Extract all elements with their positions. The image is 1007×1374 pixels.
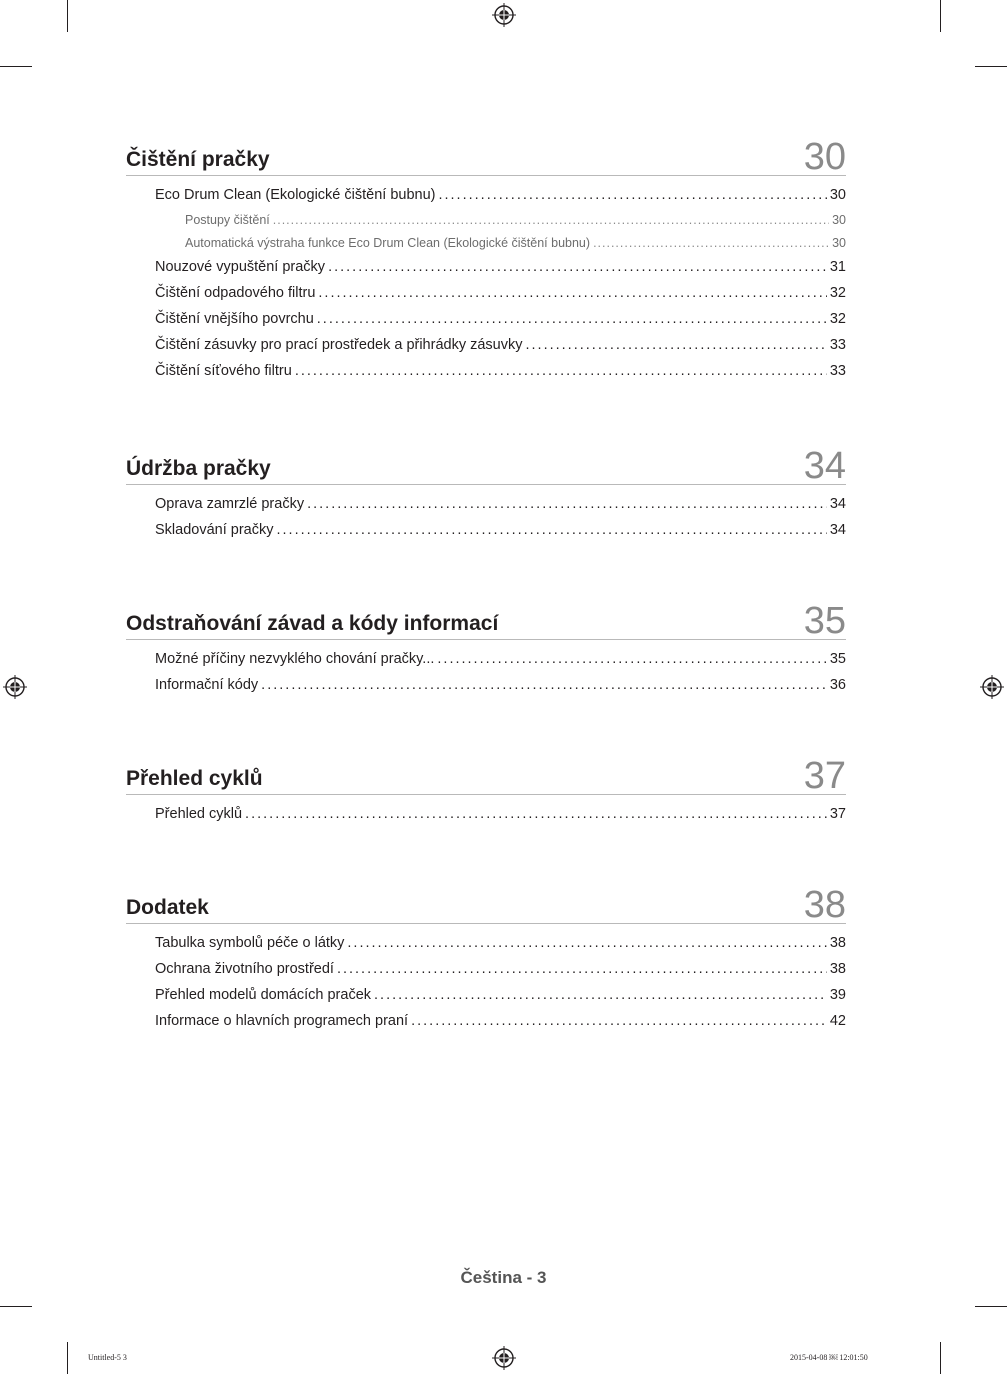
- crop-mark: [0, 1306, 32, 1307]
- print-slug-left: Untitled-5 3: [88, 1353, 127, 1362]
- section-entries: [126, 176, 846, 389]
- section-header: [126, 878, 846, 924]
- entry-page: 32: [829, 285, 846, 301]
- entry-page: 30: [829, 187, 846, 203]
- entry-page: 36: [829, 677, 846, 693]
- crop-mark: [940, 1342, 941, 1374]
- toc-subentry[interactable]: [126, 213, 846, 236]
- registration-mark-icon: [492, 1346, 516, 1370]
- leader-dots: [337, 961, 827, 977]
- toc-entry[interactable]: [126, 259, 846, 285]
- section-page-number: 30: [803, 136, 846, 178]
- toc-entry[interactable]: [126, 651, 846, 677]
- entry-page: 39: [829, 987, 846, 1003]
- leader-dots: [411, 1013, 827, 1029]
- entry-page: 35: [829, 651, 846, 667]
- section-page-number: 35: [803, 600, 846, 642]
- entry-page: 32: [829, 311, 846, 327]
- toc-section-maintenance: [126, 439, 846, 548]
- section-header: [126, 439, 846, 485]
- toc-entry[interactable]: [126, 337, 846, 363]
- print-slug-right: 2015-04-08 ￼ 12:01:50: [790, 1353, 868, 1362]
- section-page-number: 34: [803, 445, 846, 487]
- entry-label: Čištění zásuvky pro prací prostředek a přihrádky zásuvky: [155, 337, 523, 353]
- crop-mark: [67, 1342, 68, 1374]
- leader-dots: [307, 496, 827, 512]
- entry-page: 31: [829, 259, 846, 275]
- entry-label: Informační kódy: [155, 677, 259, 693]
- toc-entry[interactable]: [126, 187, 846, 213]
- entry-label: Tabulka symbolů péče o látky: [155, 935, 345, 951]
- section-header: [126, 749, 846, 795]
- entry-label: Čištění vnějšího povrchu: [155, 311, 314, 327]
- registration-mark-icon: [492, 3, 516, 27]
- entry-label: Informace o hlavních programech praní: [155, 1013, 409, 1029]
- toc-section-cycle-chart: [126, 749, 846, 832]
- entry-page: 30: [832, 213, 846, 227]
- entry-page: 33: [829, 337, 846, 353]
- entry-label: Čištění odpadového filtru: [155, 285, 316, 301]
- crop-mark: [975, 1306, 1007, 1307]
- toc-section-cleaning: [126, 130, 846, 389]
- toc-entry[interactable]: [126, 496, 846, 522]
- entry-page: 37: [829, 806, 846, 822]
- toc-entry[interactable]: [126, 677, 846, 703]
- registration-mark-icon: [3, 675, 27, 699]
- page-footer-label: Čeština - 3: [460, 1268, 547, 1287]
- leader-dots: [347, 935, 826, 951]
- entry-page: 33: [829, 363, 846, 379]
- leader-dots: [317, 311, 827, 327]
- section-entries: [126, 924, 846, 1039]
- entry-page: 38: [829, 935, 846, 951]
- entry-label: Nouzové vypuštění pračky: [155, 259, 326, 275]
- entry-label: Čištění síťového filtru: [155, 363, 292, 379]
- section-title: Přehled cyklů: [126, 767, 263, 790]
- section-title: Odstraňování závad a kódy informací: [126, 612, 499, 635]
- section-title: Údržba pračky: [126, 457, 271, 480]
- toc-section-troubleshooting: [126, 594, 846, 703]
- entry-label: Oprava zamrzlé pračky: [155, 496, 305, 512]
- toc-entry[interactable]: [126, 806, 846, 832]
- leader-dots: [525, 337, 826, 353]
- crop-mark: [975, 66, 1007, 67]
- entry-label: Eco Drum Clean (Ekologické čištění bubnu): [155, 187, 436, 203]
- toc-entry[interactable]: [126, 522, 846, 548]
- entry-label: Možné příčiny nezvyklého chování pračky...: [155, 651, 435, 667]
- section-entries: [126, 795, 846, 832]
- toc-entry[interactable]: [126, 1013, 846, 1039]
- entry-page: 34: [829, 496, 846, 512]
- entry-label: Postupy čištění: [185, 213, 270, 227]
- toc-entry[interactable]: [126, 285, 846, 311]
- entry-page: 38: [829, 961, 846, 977]
- table-of-contents: [126, 130, 846, 1039]
- section-header: [126, 130, 846, 176]
- leader-dots: [295, 363, 827, 379]
- entry-label: Skladování pračky: [155, 522, 274, 538]
- section-page-number: 37: [803, 755, 846, 797]
- toc-entry[interactable]: [126, 961, 846, 987]
- toc-subentry[interactable]: [126, 236, 846, 259]
- crop-mark: [0, 66, 32, 67]
- entry-label: Ochrana životního prostředí: [155, 961, 334, 977]
- section-entries: [126, 640, 846, 703]
- toc-entry[interactable]: [126, 363, 846, 389]
- leader-dots: [374, 987, 827, 1003]
- section-entries: [126, 485, 846, 548]
- crop-mark: [67, 0, 68, 32]
- leader-dots: [438, 187, 826, 203]
- toc-section-appendix: [126, 878, 846, 1039]
- leader-dots: [273, 213, 829, 227]
- leader-dots: [245, 806, 827, 822]
- section-title: Dodatek: [126, 896, 209, 919]
- entry-label: Přehled modelů domácích praček: [155, 987, 372, 1003]
- entry-page: 30: [832, 236, 846, 250]
- toc-entry[interactable]: [126, 935, 846, 961]
- section-page-number: 38: [803, 884, 846, 926]
- section-title: Čištění pračky: [126, 148, 270, 171]
- leader-dots: [328, 259, 827, 275]
- entry-page: 42: [829, 1013, 846, 1029]
- leader-dots: [318, 285, 826, 301]
- crop-mark: [940, 0, 941, 32]
- section-header: [126, 594, 846, 640]
- leader-dots: [276, 522, 826, 538]
- entry-label: Přehled cyklů: [155, 806, 243, 822]
- entry-label: Automatická výstraha funkce Eco Drum Clean (Ekologické čištění bubnu): [185, 236, 591, 250]
- leader-dots: [437, 651, 826, 667]
- entry-page: 34: [829, 522, 846, 538]
- toc-entry[interactable]: [126, 987, 846, 1013]
- registration-mark-icon: [980, 675, 1004, 699]
- leader-dots: [593, 236, 829, 250]
- leader-dots: [261, 677, 827, 693]
- toc-entry[interactable]: [126, 311, 846, 337]
